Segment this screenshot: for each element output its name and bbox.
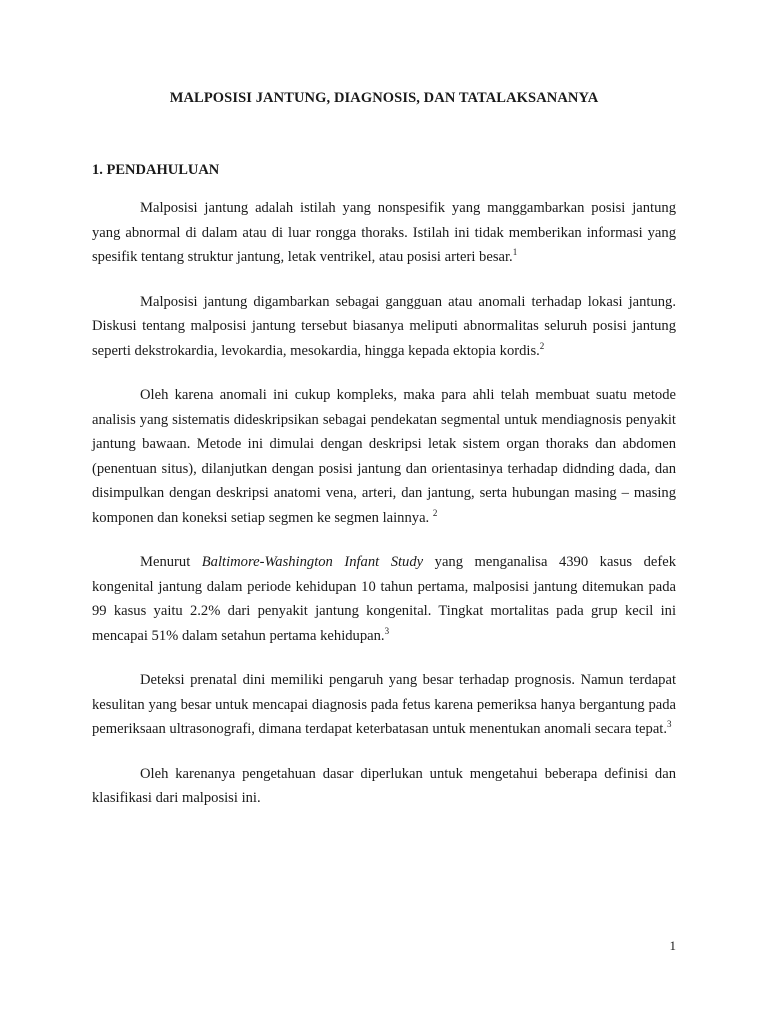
paragraph-1 — [92, 196, 676, 270]
paragraph-5 — [92, 668, 676, 742]
reference-superscript: 2 — [539, 340, 545, 351]
paragraph-text: Malposisi jantung adalah istilah yang nonspesifik yang manggambarkan posisi jantung yang abnormal di dalam atau di luar rongga thoraks. Istilah ini tidak memberikan informasi yang spesifik tentang struktur jantung, letak ventrikel, atau posisi arteri besar. — [92, 200, 676, 265]
document-title: MALPOSISI JANTUNG, DIAGNOSIS, DAN TATALAKSANANYA — [169, 90, 599, 106]
reference-superscript: 3 — [384, 625, 390, 636]
section-heading: 1. PENDAHULUAN — [92, 162, 220, 178]
paragraph-text: Oleh karenanya pengetahuan dasar diperlukan untuk mengetahui beberapa definisi dan klasifikasi dari malposisi ini. — [92, 765, 676, 806]
paragraph-3 — [92, 383, 676, 530]
paragraph-text: Deteksi prenatal dini memiliki pengaruh yang besar terhadap prognosis. Namun terdapat kesulitan yang besar untuk mencapai diagnosis pada fetus karena pemeriksa hanya bergantung pada pemeriksaan ultrasonografi, dimana terdapat keterbatasan untuk menentukan anomali secara tepat. — [92, 672, 676, 737]
paragraph-4 — [92, 550, 676, 648]
reference-superscript: 1 — [512, 247, 518, 258]
paragraph-text-after: yang menganalisa 4390 kasus defek kongenital jantung dalam periode kehidupan 10 tahun pertama, malposisi jantung ditemukan pada 99 kasus yaitu 2.2% dari penyakit jantung kongenital. Tingkat mortalitas pada grup kecil ini mencapai 51% dalam setahun pertama kehidupan. — [92, 554, 676, 644]
study-name-italic: Baltimore-Washington Infant Study — [201, 554, 424, 570]
body-text — [92, 196, 676, 831]
paragraph-6 — [92, 762, 676, 811]
paragraph-text: Malposisi jantung digambarkan sebagai gangguan atau anomali terhadap lokasi jantung. Diskusi tentang malposisi jantung tersebut biasanya meliputi abnormalitas seluruh posisi jantung seperti dekstrokardia, levokardia, mesokardia, hingga kepada ektopia kordis. — [92, 293, 676, 359]
paragraph-2 — [92, 290, 676, 364]
paragraph-text: Oleh karena anomali ini cukup kompleks, maka para ahli telah membuat suatu metode analisis yang sistematis dideskripsikan sebagai pendekatan segmental untuk mendiagnosis penyakit jantung bawaan. Metode ini dimulai dengan deskripsi letak sistem organ thoraks dan abdomen (penentuan situs), dilanjutkan dengan posisi jantung dan orientasinya terhadap didnding dada, dan disimpulkan dengan deskripsi anatomi vena, arteri, dan jantung, serta hubungan masing – masing komponen dan koneksi setiap segmen ke segmen lainnya. — [92, 387, 676, 526]
reference-superscript: 3 — [667, 719, 672, 730]
paragraph-text-before: Menurut — [140, 554, 202, 570]
reference-superscript: 2 — [432, 507, 438, 518]
page-number: 1 — [669, 938, 676, 953]
